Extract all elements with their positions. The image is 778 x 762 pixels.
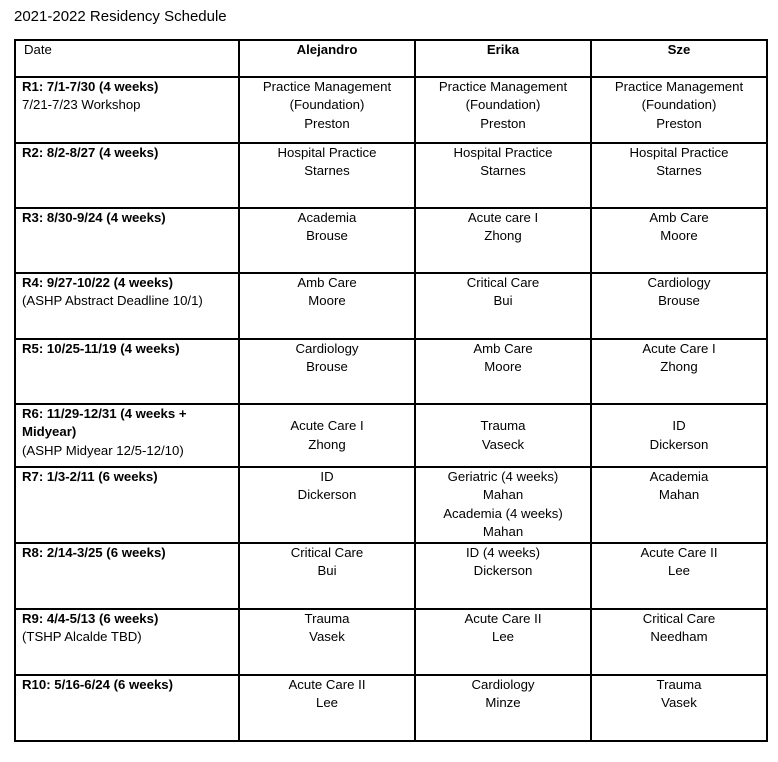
rotation-cell-erika: [415, 77, 591, 143]
rotation-line: Acute Care I: [290, 418, 364, 434]
rotation-cell-sze: [591, 143, 767, 208]
rotation-cell-erika: [415, 143, 591, 208]
table-row: [15, 675, 767, 741]
rotation-line: Vaseck: [481, 436, 525, 452]
rotation-note: 7/21-7/23 Workshop: [22, 97, 141, 113]
residency-schedule-table: [14, 39, 768, 742]
rotation-line: Trauma: [304, 611, 350, 626]
rotation-line: Needham: [650, 629, 708, 645]
rotation-line: Lee: [667, 563, 690, 579]
rotation-line: Starnes: [656, 163, 702, 179]
rotation-date: R3: 8/30-9/24 (4 weeks): [22, 210, 166, 225]
rotation-date: R6: 11/29-12/31 (4 weeks + Midyear): [22, 406, 187, 440]
rotation-date: R10: 5/16-6/24 (6 weeks): [22, 677, 174, 692]
rotation-cell-erika: [415, 675, 591, 741]
rotation-line: Lee: [491, 629, 514, 645]
rotation-line: Critical Care: [642, 611, 716, 626]
rotation-line: Trauma: [480, 418, 526, 434]
table-row: [15, 404, 767, 467]
rotation-line: Vasek: [661, 695, 697, 711]
rotation-line: Minze: [485, 695, 521, 711]
rotation-note: (ASHP Midyear 12/5-12/10): [22, 442, 184, 458]
rotation-line: Mahan: [482, 487, 524, 503]
date-cell: [15, 339, 239, 404]
table-row: [15, 77, 767, 143]
rotation-line: Geriatric (4 weeks): [447, 469, 559, 484]
header-sze: Sze: [591, 40, 767, 77]
table-row: [15, 609, 767, 675]
rotation-cell-sze: [591, 208, 767, 273]
rotation-line: Brouse: [306, 359, 348, 375]
rotation-cell-alejandro: [239, 675, 415, 741]
header-date: Date: [15, 40, 239, 77]
rotation-note: (ASHP Abstract Deadline 10/1): [22, 293, 203, 309]
rotation-line: Academia (4 weeks): [443, 505, 563, 521]
rotation-line: Zhong: [484, 228, 522, 244]
rotation-line: Acute Care II: [640, 545, 718, 560]
rotation-line: Academia: [297, 210, 357, 225]
rotation-line: Dickerson: [649, 436, 709, 452]
rotation-line: Acute Care II: [288, 677, 366, 692]
rotation-cell-erika: [415, 609, 591, 675]
rotation-cell-sze: [591, 404, 767, 467]
table-row: [15, 543, 767, 609]
rotation-line: Acute Care II: [464, 611, 542, 626]
date-cell: [15, 208, 239, 273]
rotation-date: R2: 8/2-8/27 (4 weeks): [22, 145, 159, 160]
rotation-line: Bui: [317, 563, 337, 579]
header-erika: Erika: [415, 40, 591, 77]
rotation-cell-sze: [591, 467, 767, 543]
rotation-date: R8: 2/14-3/25 (6 weeks): [22, 545, 166, 560]
rotation-line: Zhong: [660, 359, 698, 375]
date-cell: [15, 543, 239, 609]
rotation-line: Preston: [304, 115, 350, 131]
rotation-line: Practice Management: [614, 79, 744, 94]
table-header-row: [15, 40, 767, 77]
rotation-line: Moore: [660, 228, 698, 244]
rotation-line: Hospital Practice: [453, 145, 553, 160]
schedule-body: [15, 77, 767, 741]
rotation-cell-sze: [591, 675, 767, 741]
rotation-date: R9: 4/4-5/13 (6 weeks): [22, 611, 159, 626]
rotation-line: Vasek: [309, 629, 345, 645]
header-alejandro: Alejandro: [239, 40, 415, 77]
rotation-line: Moore: [308, 293, 346, 309]
rotation-line: Starnes: [304, 163, 350, 179]
rotation-line: Cardiology: [471, 677, 535, 692]
rotation-line: Amb Care: [649, 210, 709, 225]
rotation-line: Hospital Practice: [277, 145, 377, 160]
rotation-line: (Foundation): [465, 97, 541, 113]
rotation-cell-alejandro: [239, 77, 415, 143]
rotation-cell-erika: [415, 208, 591, 273]
rotation-line: Hospital Practice: [629, 145, 729, 160]
rotation-line: Trauma: [656, 677, 702, 692]
rotation-line: Amb Care: [473, 341, 533, 356]
rotation-line: Preston: [656, 115, 702, 131]
rotation-line: Critical Care: [466, 275, 540, 290]
rotation-line: Brouse: [658, 293, 700, 309]
rotation-note: (TSHP Alcalde TBD): [22, 629, 142, 645]
rotation-date: R4: 9/27-10/22 (4 weeks): [22, 275, 174, 290]
rotation-cell-alejandro: [239, 143, 415, 208]
rotation-cell-sze: [591, 273, 767, 339]
table-row: [15, 273, 767, 339]
table-row: [15, 208, 767, 273]
rotation-cell-sze: [591, 77, 767, 143]
rotation-line: ID: [672, 418, 686, 434]
date-cell: [15, 77, 239, 143]
table-row: [15, 467, 767, 543]
rotation-line: ID: [320, 469, 334, 484]
date-cell: [15, 467, 239, 543]
date-cell: [15, 675, 239, 741]
rotation-line: Starnes: [480, 163, 526, 179]
rotation-cell-erika: [415, 273, 591, 339]
rotation-cell-erika: [415, 339, 591, 404]
rotation-cell-erika: [415, 467, 591, 543]
rotation-line: Mahan: [482, 524, 524, 540]
rotation-line: Acute Care I: [642, 341, 716, 356]
rotation-line: Cardiology: [295, 341, 359, 356]
rotation-line: Critical Care: [290, 545, 364, 560]
table-row: [15, 339, 767, 404]
rotation-line: Dickerson: [297, 487, 357, 503]
rotation-cell-sze: [591, 609, 767, 675]
rotation-line: Zhong: [308, 436, 346, 452]
rotation-cell-alejandro: [239, 339, 415, 404]
rotation-cell-alejandro: [239, 404, 415, 467]
rotation-line: Acute care I: [467, 210, 539, 225]
date-cell: [15, 273, 239, 339]
rotation-cell-sze: [591, 339, 767, 404]
rotation-cell-alejandro: [239, 273, 415, 339]
rotation-line: Cardiology: [647, 275, 711, 290]
rotation-line: (Foundation): [289, 97, 365, 113]
rotation-line: Practice Management: [438, 79, 568, 94]
rotation-line: Moore: [484, 359, 522, 375]
rotation-date: R7: 1/3-2/11 (6 weeks): [22, 469, 158, 484]
rotation-line: Dickerson: [473, 563, 533, 579]
rotation-line: Mahan: [658, 487, 700, 503]
rotation-cell-alejandro: [239, 467, 415, 543]
rotation-cell-erika: [415, 404, 591, 467]
rotation-line: (Foundation): [641, 97, 717, 113]
rotation-cell-alejandro: [239, 208, 415, 273]
date-cell: [15, 143, 239, 208]
rotation-line: Brouse: [306, 228, 348, 244]
table-row: [15, 143, 767, 208]
rotation-line: Academia: [649, 469, 709, 484]
rotation-cell-alejandro: [239, 543, 415, 609]
date-cell: [15, 609, 239, 675]
rotation-cell-erika: [415, 543, 591, 609]
date-cell: [15, 404, 239, 467]
rotation-line: Lee: [315, 695, 338, 711]
rotation-cell-alejandro: [239, 609, 415, 675]
rotation-line: Practice Management: [262, 79, 392, 94]
rotation-date: R1: 7/1-7/30 (4 weeks): [22, 79, 159, 94]
rotation-cell-sze: [591, 543, 767, 609]
rotation-line: Preston: [480, 115, 526, 131]
rotation-date: R5: 10/25-11/19 (4 weeks): [22, 341, 180, 356]
rotation-line: Amb Care: [297, 275, 357, 290]
document-title: 2021-2022 Residency Schedule: [14, 8, 227, 25]
rotation-line: ID (4 weeks): [465, 545, 540, 560]
rotation-line: Bui: [493, 293, 513, 309]
